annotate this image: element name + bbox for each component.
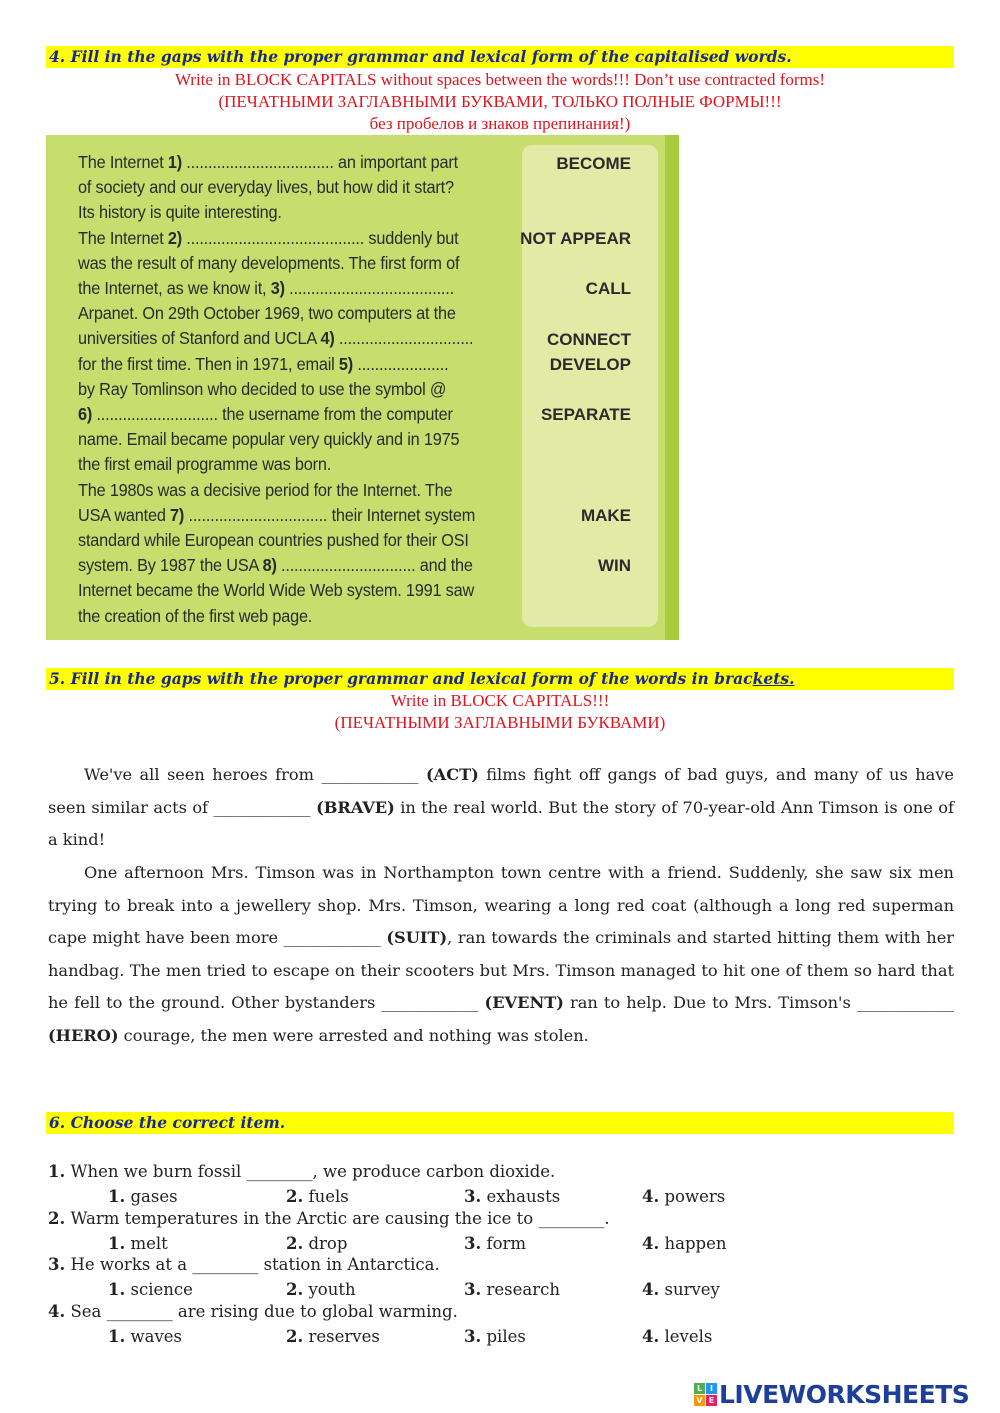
option-4-1[interactable]: 1. waves (108, 1327, 182, 1346)
word-connect: CONNECT (546, 330, 631, 349)
internet-history-text (78, 150, 520, 629)
question-4: 4. Sea ________ are rising due to global warming. (48, 1302, 458, 1321)
option-3-3[interactable]: 3. research (464, 1280, 560, 1299)
text-line: by Ray Tomlinson who decided to use the symbol @ (78, 378, 447, 399)
option-2-4[interactable]: 4. happen (642, 1234, 727, 1253)
section4-note-en: Write in BLOCK CAPITALS without spaces between the words!!! Don’t use contracted forms! (174, 70, 826, 89)
text-line: Arpanet. On 29th October 1969, two computers at the (78, 303, 456, 324)
option-4-4[interactable]: 4. levels (642, 1327, 713, 1346)
word-develop: DEVELOP (549, 355, 631, 374)
text-line: the Internet, as we know it, 3) ...................................... (78, 278, 454, 299)
text-line: was the result of many developments. The first form of (78, 252, 460, 273)
gap-number: 5) (338, 353, 354, 374)
section4-note-ru2: без пробелов и знаков препинания!) (369, 114, 631, 133)
text-line: The 1980s was a decisive period for the Internet. The (78, 479, 453, 500)
question-3: 3. He works at a ________ station in Antarctica. (48, 1255, 440, 1274)
paragraph-2: One afternoon Mrs. Timson was in Northampton town centre with a friend. Suddenly, she saw six men trying to break into a jewellery shop. Mrs. Timson, wearing a long red coat (although a long red superman cape might have been more ____________ (SUIT), ran towards the criminals and started hitting them with her handbag. The men tried to escape on their scooters but Mrs. Timson managed to hit one of them so hard that he fell to the ground. Other bystanders ____________ (EVENT) ran to help. Due to Mrs. Timson's ____________ (HERO) courage, the men were arrested and nothing was stolen. (48, 863, 955, 1045)
textbook-box (46, 135, 679, 640)
text-line: Internet became the World Wide Web system. 1991 saw (78, 580, 475, 601)
liveworksheets-logo (694, 1378, 969, 1410)
option-3-4[interactable]: 4. survey (642, 1280, 720, 1299)
text-line: universities of Stanford and UCLA 4) ............................... (78, 328, 474, 349)
option-1-3[interactable]: 3. exhausts (464, 1187, 561, 1206)
option-2-2[interactable]: 2. drop (286, 1234, 348, 1253)
section4-heading: 4. Fill in the gaps with the proper grammar and lexical form of the capitalised words. (46, 46, 954, 68)
gap-number: 2) (167, 227, 182, 248)
word-separate: SEPARATE (540, 405, 631, 424)
option-2-3[interactable]: 3. form (464, 1234, 527, 1253)
text-line: 6) ............................ the username from the computer (78, 404, 453, 425)
gap-number: 3) (270, 278, 285, 299)
brand-mark-icon: L I V E (694, 1383, 717, 1406)
question-2: 2. Warm temperatures in the Arctic are causing the ice to ________. (48, 1209, 610, 1228)
gap-number: 1) (167, 152, 182, 172)
word-event: (EVENT) (484, 993, 564, 1013)
word-win: WIN (597, 556, 631, 575)
word-suit: (SUIT) (386, 928, 448, 948)
option-4-3[interactable]: 3. piles (464, 1327, 526, 1346)
gap-number: 8) (262, 555, 277, 576)
word-not-appear: NOT APPEAR (520, 229, 631, 248)
word-brave: (BRAVE) (316, 797, 395, 817)
word-become: BECOME (556, 154, 631, 173)
option-3-2[interactable]: 2. youth (286, 1280, 356, 1299)
section5-note-en: Write in BLOCK CAPITALS!!! (390, 691, 610, 710)
paragraph-1: We've all seen heroes from ____________ (ACT) films fight off gangs of bad guys, and many of us have seen similar acts of ____________ (BRAVE) in the real world. But the story of 70-year-old Ann Timson is one of a kind! (48, 765, 954, 850)
gap-number: 6) (78, 404, 93, 425)
text-line: for the first time. Then in 1971, email 5) ..................... (78, 353, 449, 374)
section5-heading: 5. Fill in the gaps with the proper grammar and lexical form of the words in brackets. (46, 668, 954, 690)
option-1-1[interactable]: 1. gases (108, 1187, 178, 1206)
text-line: USA wanted 7) ................................ their Internet system (78, 504, 476, 525)
section5-note-ru: (ПЕЧАТНЫМИ ЗАГЛАВНЫМИ БУКВАМИ) (334, 713, 666, 732)
text-line: system. By 1987 the USA 8) ............................... and the (78, 555, 473, 576)
section6-heading: 6. Choose the correct item. (46, 1112, 954, 1134)
word-make: MAKE (580, 506, 631, 525)
text-line: The Internet 1) .................................. an important part (78, 152, 458, 172)
brand-name: LIVEWORKSHEETS (719, 1379, 970, 1409)
section4-note-ru1: (ПЕЧАТНЫМИ ЗАГЛАВНЫМИ БУКВАМИ, ТОЛЬКО ПОЛНЫЕ ФОРМЫ!!! (218, 92, 782, 111)
word-column (522, 145, 658, 627)
word-hero: (HERO) (48, 1025, 119, 1045)
text-line: of society and our everyday lives, but how did it start? (78, 177, 454, 198)
option-1-4[interactable]: 4. powers (642, 1187, 726, 1206)
text-line: the first email programme was born. (78, 454, 332, 475)
word-call: CALL (585, 279, 631, 298)
text-line: The Internet 2) ......................................... suddenly but (78, 227, 459, 248)
option-4-2[interactable]: 2. reserves (286, 1327, 380, 1346)
question-1: 1. When we burn fossil ________, we produce carbon dioxide. (48, 1162, 556, 1181)
word-act: (ACT) (425, 765, 479, 784)
text-line: the creation of the first web page. (78, 605, 313, 626)
text-line: standard while European countries pushed for their OSI (78, 530, 469, 551)
text-line: name. Email became popular very quickly and in 1975 (78, 429, 460, 450)
option-3-1[interactable]: 1. science (108, 1280, 193, 1299)
gap-number: 4) (320, 328, 335, 349)
text-line: Its history is quite interesting. (78, 202, 282, 223)
option-1-2[interactable]: 2. fuels (286, 1187, 349, 1206)
gap-number: 7) (170, 504, 185, 525)
option-2-1[interactable]: 1. melt (108, 1234, 168, 1253)
